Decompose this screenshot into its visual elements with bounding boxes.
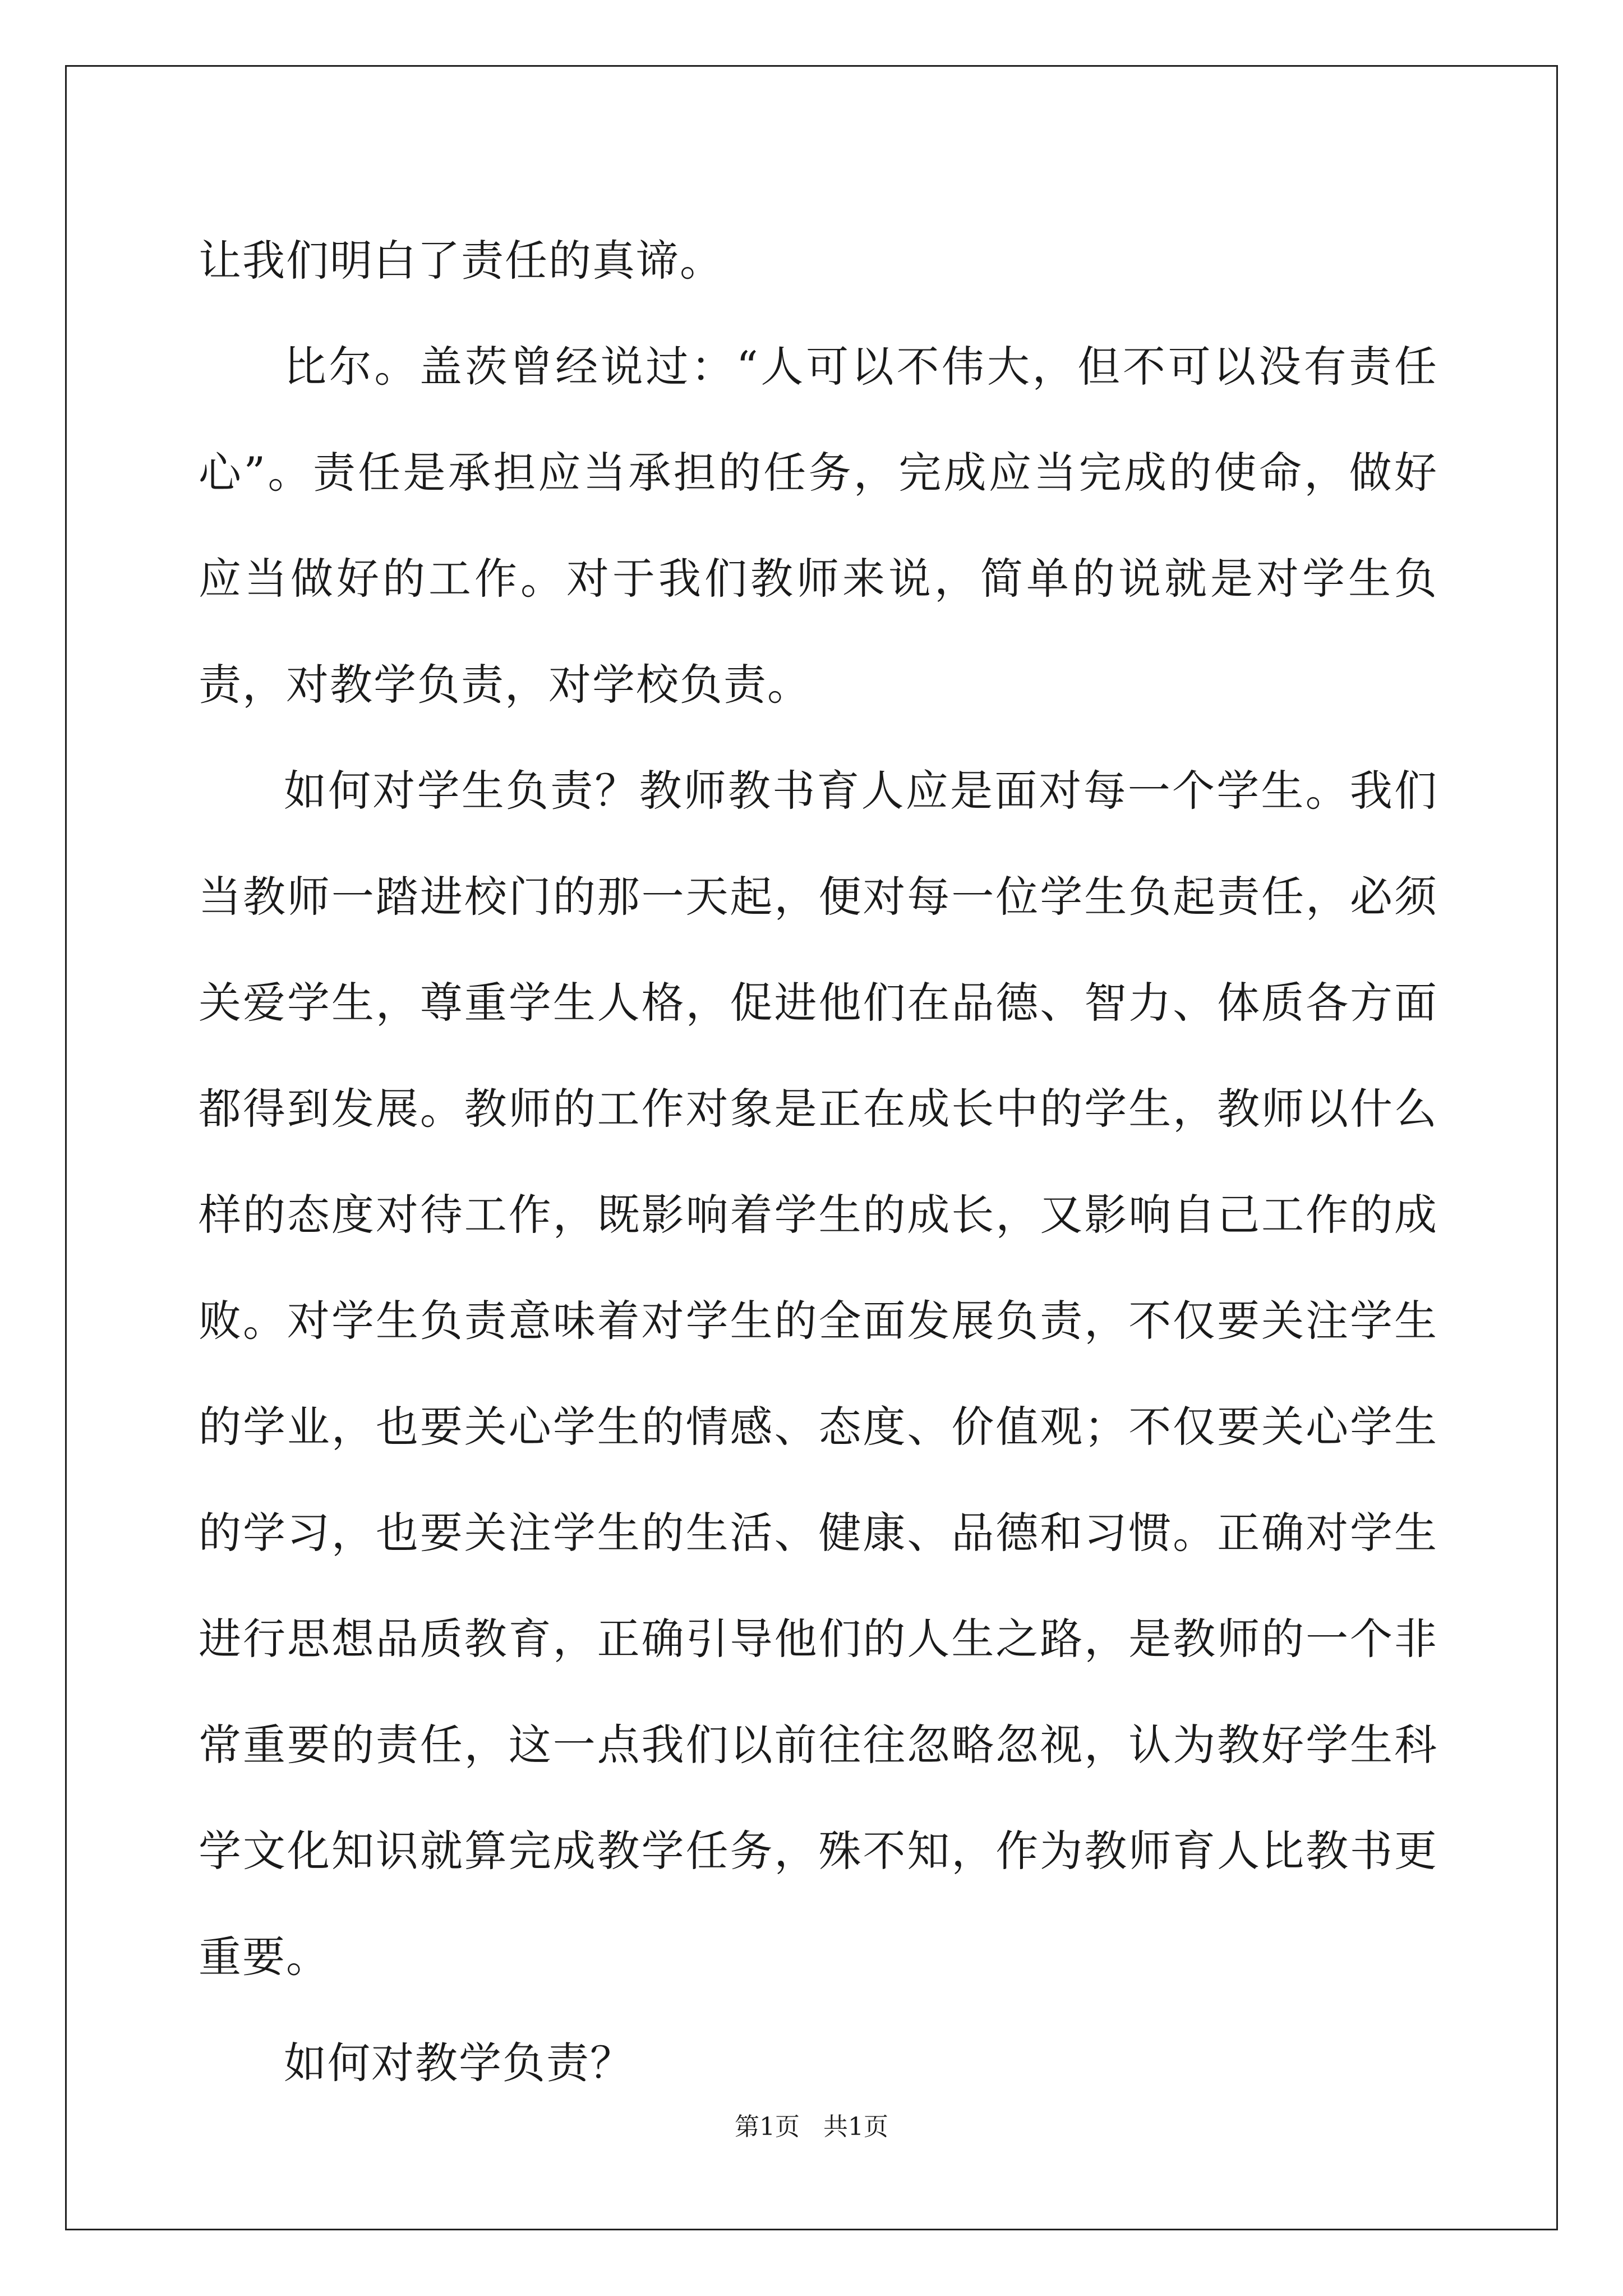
page-footer: 第1页 共1页 <box>735 2113 888 2141</box>
paragraph-1: 让我们明白了责任的真谛。 <box>199 236 723 286</box>
document-body <box>199 208 1438 2116</box>
paragraph-3: 如何对学生负责？教师教书育人应是面对每一个学生。我们当教师一踏进校门的那一天起，便对每一位学生负起责任，必须关爱学生，尊重学生人格，促进他们在品德、智力、体质各方面都得到发展。教师的工作对象是正在成长中的学生，教师以什么样的态度对待工作，既影响着学生的成长，又影响自己工作的成败。对学生负责意味着对学生的全面发展负责，不仅要关注学生的学业，也要关心学生的情感、态度、价值观；不仅要关心学生的学习，也要关注学生的生活、健康、品德和习惯。正确对学生进行思想品质教育，正确引导他们的人生之路，是教师的一个非常重要的责任，这一点我们以前往往忽略忽视，认为教好学生科学文化知识就算完成教学任务，殊不知，作为教师育人比教书更重要。 <box>199 766 1438 1982</box>
paragraph-4: 如何对教学负责？ <box>284 2038 634 2088</box>
paragraph-2: 比尔。盖茨曾经说过：“人可以不伟大，但不可以没有责任心”。责任是承担应当承担的任务，完成应当完成的使命，做好应当做好的工作。对于我们教师来说，简单的说就是对学生负责，对教学负责，对学校负责。 <box>199 342 1438 710</box>
